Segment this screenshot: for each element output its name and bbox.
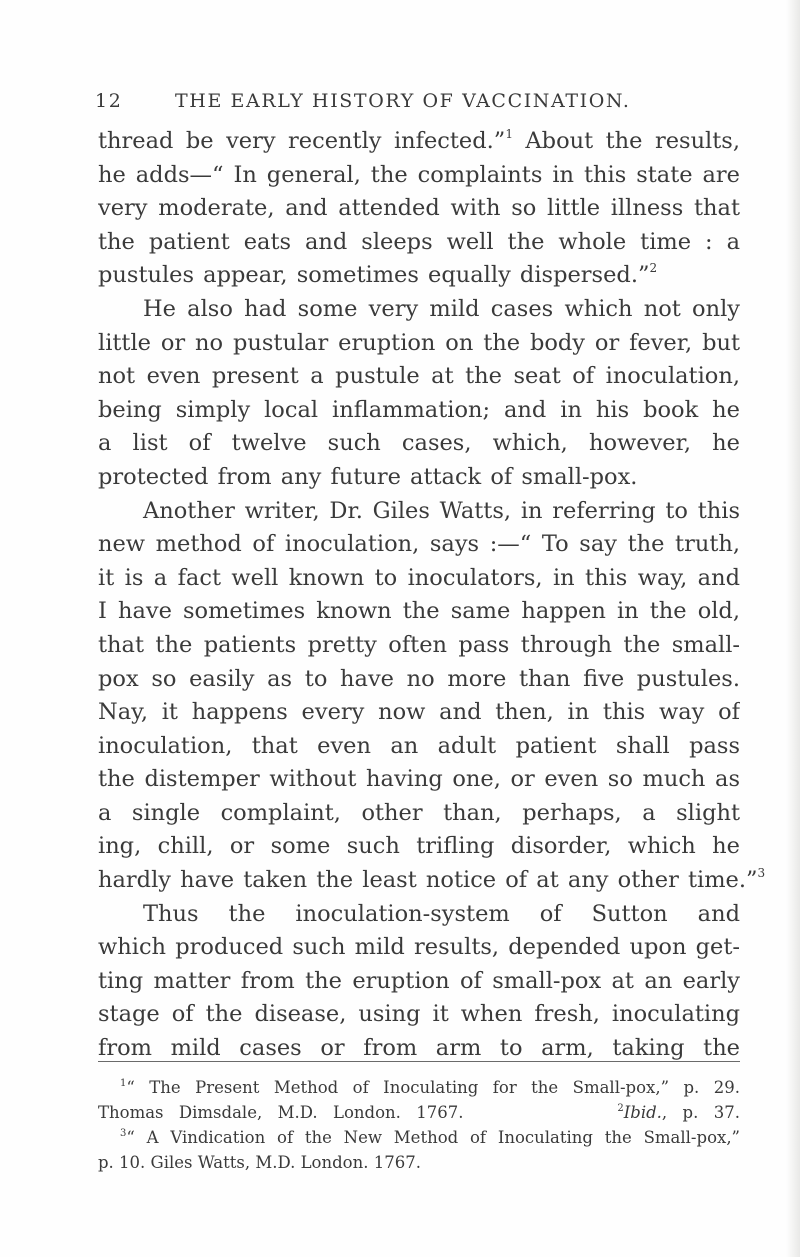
footnote-1-line-1 (98, 1075, 740, 1100)
body-line-text: Thus the inoculation-system of Sutton and (143, 900, 740, 927)
footnote-text: “ The Present Method of Inoculating for the Small-pox,” p. 29. (126, 1078, 740, 1097)
body-line-text: About the results, (512, 128, 740, 154)
footnote-text: “ A Vindication of the New Method of Inoculating the Small-pox,” (126, 1128, 740, 1147)
body-line (98, 663, 740, 697)
body-line-text: Another writer, Dr. Giles Watts, in referring to this (143, 497, 740, 524)
body-line-text: inoculation, that even an adult patient shall pass (98, 732, 740, 759)
footnote-reference: 3 (757, 866, 766, 881)
footnote-ibid: Ibid. (623, 1103, 662, 1122)
body-line (98, 763, 740, 797)
body-line-text: ing, chill, or some such trifling disorder, which he (98, 833, 740, 860)
body-line (98, 797, 740, 831)
body-line (98, 427, 740, 461)
footnote-1-line-2 (98, 1100, 740, 1125)
body-line-text: he adds—“ In general, the complaints in this state are (98, 161, 740, 188)
body-line (98, 696, 740, 730)
body-line-text: a single complaint, other than, perhaps, a slight (98, 799, 740, 826)
body-line-text: He also had some very mild cases which not only (143, 295, 740, 322)
body-line-text: stage of the disease, using it when fresh, inoculating (98, 1001, 740, 1028)
body-line-text: the patient eats and sleeps well the whole time : a (98, 228, 740, 255)
body-line-text: that the patients pretty often pass through the small- (98, 631, 740, 658)
body-line-text: being simply local inflammation; and in his book he (98, 396, 740, 423)
footnote-rule (98, 1061, 740, 1062)
footnotes (98, 1075, 740, 1175)
body-line (98, 730, 740, 764)
body-line-text: the distemper without having one, or even so much as (98, 766, 740, 793)
body-line (98, 394, 740, 428)
running-title: THE EARLY HISTORY OF VACCINATION. (175, 90, 631, 112)
body-line (98, 629, 740, 663)
body-line-text: new method of inoculation, says :—“ To say the truth, (98, 531, 740, 558)
body-line (98, 226, 740, 260)
body-line (98, 327, 740, 361)
footnote-reference: 2 (649, 261, 658, 276)
body-line-text: little or no pustular eruption on the body or fever, but (98, 329, 740, 356)
body-line-text: pox so easily as to have no more than five pustules. (98, 665, 740, 692)
page-header (95, 90, 715, 122)
body-line (98, 898, 740, 932)
body-text (98, 125, 766, 1066)
body-line (98, 259, 740, 293)
footnote-text: , p. 37. (661, 1103, 740, 1122)
body-line-text: a list of twelve such cases, which, however, he (98, 430, 740, 457)
body-line-text: ting matter from the eruption of small-pox at an early (98, 967, 740, 994)
footnote-text: Thomas Dimsdale, M.D. London. 1767. (98, 1103, 464, 1122)
body-line-text: it is a fact well known to inoculators, in this way, and (98, 564, 740, 591)
body-line (98, 360, 740, 394)
body-line-text: thread be very recently infected.” (98, 128, 506, 154)
body-line (98, 528, 740, 562)
body-line (98, 192, 740, 226)
footnote-3-line-2 (98, 1150, 740, 1175)
footnote-marker: 1 (120, 1078, 127, 1089)
body-line-text: pustules appear, sometimes equally dispersed.” (98, 262, 650, 289)
body-line (98, 595, 740, 629)
body-line-text: very moderate, and attended with so little illness that (98, 195, 740, 222)
body-line-text: protected from any future attack of small-pox. (98, 463, 638, 490)
body-line (98, 461, 740, 495)
body-line (98, 965, 740, 999)
page-edge-shadow (786, 0, 800, 1257)
body-line (98, 830, 740, 864)
body-line-text: which produced such mild results, depended upon get- (98, 934, 740, 961)
body-line-text: hardly have taken the least notice of at any other time.” (98, 867, 758, 894)
body-line (98, 562, 740, 596)
body-line (98, 998, 740, 1032)
body-line (98, 159, 740, 193)
body-line-text: not even present a pustule at the seat of inoculation, (98, 363, 740, 390)
page-number: 12 (95, 90, 123, 112)
body-line-text: I have sometimes known the same happen in the old, (98, 598, 740, 625)
body-line (98, 931, 740, 965)
footnote-3-line-1 (98, 1125, 740, 1150)
body-line (98, 293, 740, 327)
body-line (98, 864, 766, 898)
body-line-text: from mild cases or from arm to arm, taking the (98, 1035, 740, 1062)
body-line-text: Nay, it happens every now and then, in this way of (98, 699, 740, 726)
body-line (98, 495, 740, 529)
footnote-marker: 2 (617, 1103, 624, 1114)
footnote-marker: 3 (120, 1128, 127, 1139)
body-line (98, 125, 740, 159)
footnote-text: p. 10. Giles Watts, M.D. London. 1767. (98, 1153, 421, 1172)
footnote-reference: 1 (505, 127, 513, 141)
